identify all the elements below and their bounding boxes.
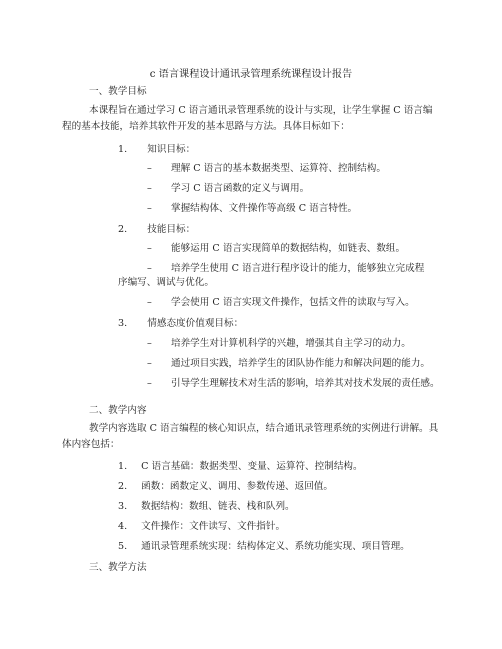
list-item: – 培养学生对计算机科学的兴趣，增强其自主学习的动力。: [147, 338, 411, 349]
skill-goals-item: [118, 223, 195, 237]
list-item: – 能够运用 C 语言实现简单的数据结构，如链表、数组。: [147, 243, 406, 254]
list-item: 1. C 语言基础：数据类型、变量、运算符、控制结构。: [118, 461, 363, 472]
list-item: 2. 函数：函数定义、调用、参数传递、返回值。: [118, 481, 334, 492]
content-intro-paragraph: 教学内容选取 C 语言编程的核心知识点，结合通讯录管理系统的实例进行讲解。具体内容包括：: [62, 423, 439, 450]
list-text: 知识目标：: [147, 144, 196, 155]
section-heading-objectives: 一、教学目标: [89, 86, 147, 97]
list-item: – 通过项目实践，培养学生的团队协作能力和解决问题的能力。: [147, 358, 431, 369]
list-item: 4. 文件操作：文件读写、文件指针。: [118, 521, 286, 532]
list-number: 2.: [118, 224, 128, 235]
section-heading-methods: 三、教学方法: [89, 562, 147, 573]
list-item: 5. 通讯录管理系统实现：结构体定义、系统功能实现、项目管理。: [118, 541, 410, 552]
section-heading-content: 二、教学内容: [89, 405, 147, 416]
list-number: 3.: [118, 318, 128, 329]
list-text: 技能目标：: [147, 224, 196, 235]
list-item: – 掌握结构体、文件操作等高级 C 语言特性。: [147, 203, 358, 214]
objectives-intro-paragraph: 本课程旨在通过学习 C 语言通讯录管理系统的设计与实现，让学生掌握 C 语言编程的基本技能，培养其软件开发的基本思路与方法。具体目标如下：: [62, 105, 433, 132]
list-item: 3. 数据结构：数组、链表、栈和队列。: [118, 501, 295, 512]
list-item: – 学习 C 语言函数的定义与调用。: [147, 183, 310, 194]
list-number: 1.: [118, 144, 128, 155]
document-title: c 语言课程设计通讯录管理系统课程设计报告: [149, 69, 353, 80]
list-text: 情感态度价值观目标：: [147, 318, 244, 329]
list-item: – 学会使用 C 语言实现文件操作，包括文件的读取与写入。: [147, 297, 415, 308]
list-item: – 引导学生理解技术对生活的影响，培养其对技术发展的责任感。: [147, 378, 440, 389]
attitude-goals-item: [118, 317, 243, 331]
knowledge-goals-item: [118, 143, 195, 157]
list-item: – 培养学生使用 C 语言进行程序设计的能力，能够独立完成程: [147, 263, 425, 274]
list-item-continuation: 序编写、调试与优化。: [118, 277, 214, 288]
list-item: – 理解 C 语言的基本数据类型、运算符、控制结构。: [147, 163, 386, 174]
